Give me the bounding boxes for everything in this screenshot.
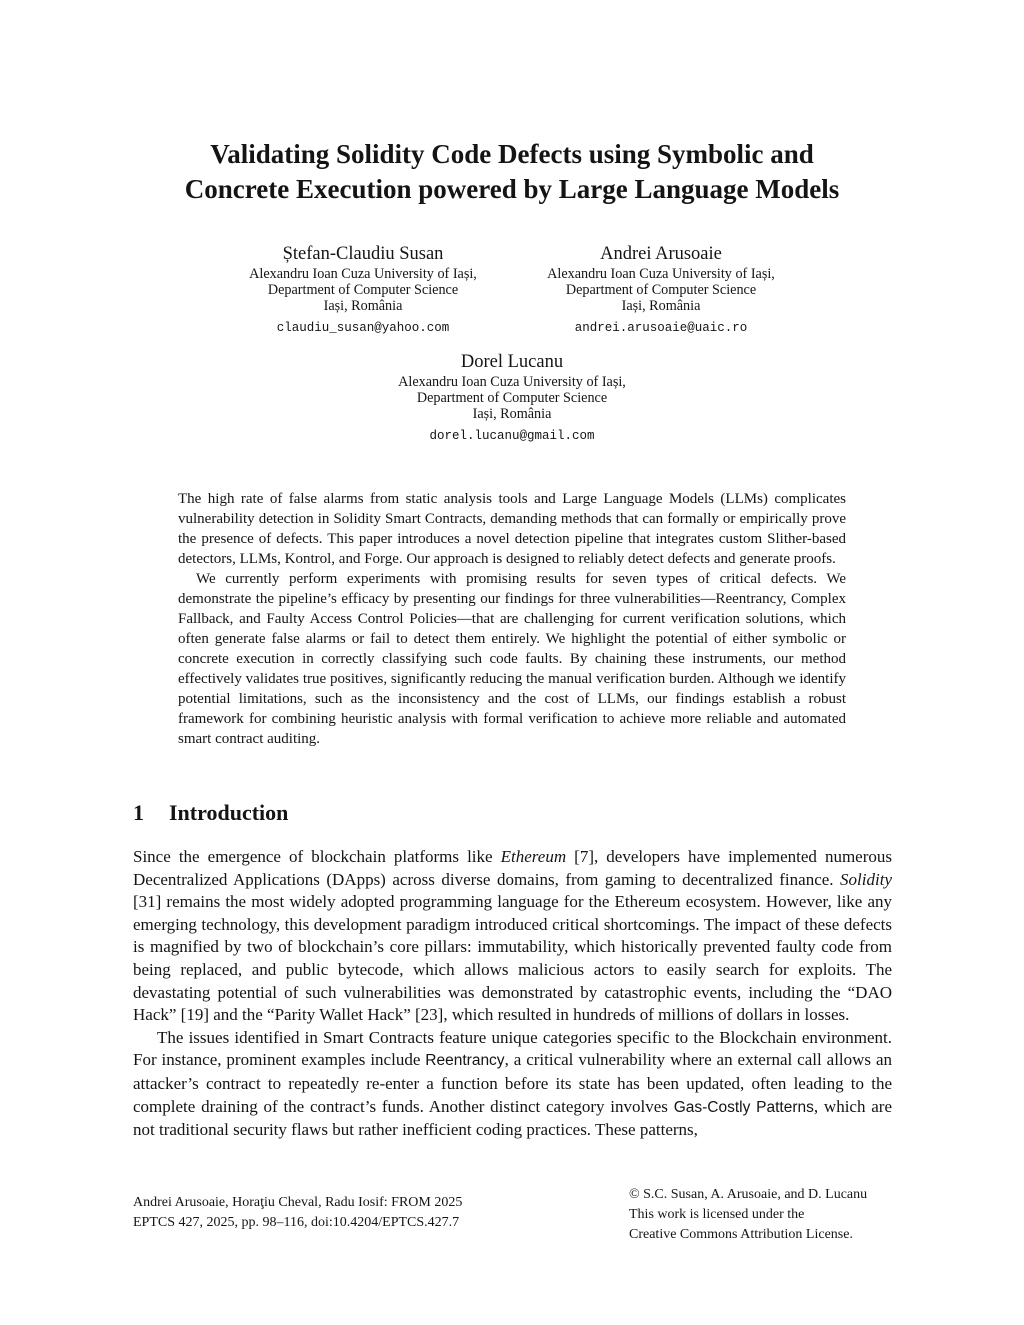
gas-costly-patterns-term: Gas-Costly Patterns <box>673 1098 814 1116</box>
intro-paragraph-2 <box>133 1027 892 1142</box>
author-affiliation-department: Department of Computer Science <box>267 282 459 298</box>
section-heading-introduction <box>133 799 533 827</box>
author-affiliation-department: Department of Computer Science <box>565 282 757 298</box>
footer-doi: EPTCS 427, 2025, pp. 98–116, doi:10.4204/EPTCS.427.7 <box>133 1215 460 1230</box>
intro-text: Since the emergence of blockchain platforms like <box>133 847 501 866</box>
author-affiliation-location: Iași, România <box>323 298 403 314</box>
introduction-body <box>133 846 892 1142</box>
author-email: claudiu_susan@yahoo.com <box>276 321 450 335</box>
solidity-term: Solidity <box>840 869 892 889</box>
author-affiliation-university: Alexandru Ioan Cuza University of Iași, <box>249 266 477 282</box>
author-email: andrei.arusoaie@uaic.ro <box>574 321 748 335</box>
author-name: Ștefan-Claudiu Susan <box>282 244 444 264</box>
abstract <box>178 489 846 749</box>
author-block-susan <box>213 242 513 336</box>
license-name: Creative Commons Attribution License. <box>629 1227 853 1242</box>
author-affiliation-location: Iași, România <box>621 298 701 314</box>
title-line-2: Concrete Execution powered by Large Language Models <box>184 174 840 204</box>
reentrancy-term: Reentrancy <box>425 1052 505 1070</box>
intro-text: , which are not traditional security flaws but rather inefficient coding practices. These patterns, <box>133 1096 892 1140</box>
intro-text: , a critical vulnerability where an external call allows an attacker’s contract to repeatedly re-enter a function before its state has been updated, often leading to the complete draining of the contract’s funds. Another distinct category involves <box>133 1050 892 1116</box>
intro-paragraph-1 <box>133 846 892 1027</box>
copyright-notice: © S.C. Susan, A. Arusoaie, and D. Lucanu <box>629 1187 868 1202</box>
abstract-paragraph-1: The high rate of false alarms from static analysis tools and Large Language Models (LLMs) complicates vulnerability detection in Solidity Smart Contracts, demanding methods that can formally or empirically prove the presence of defects. This paper introduces a novel detection pipeline that integrates custom Slither-based detectors, LLMs, Kontrol, and Forge. Our approach is designed to reliably detect defects and generate proofs. <box>178 491 846 567</box>
author-affiliation-location: Iași, România <box>472 406 552 422</box>
footer-event: Andrei Arusoaie, Horaţiu Cheval, Radu Iosif: FROM 2025 <box>133 1195 463 1210</box>
author-block-arusoaie <box>511 242 811 336</box>
footer-license <box>629 1185 909 1245</box>
intro-text: [7], developers have implemented numerous Decentralized Applications (DApps) across diverse domains, from gaming to decentralized finance. <box>133 847 892 889</box>
author-block-lucanu <box>362 350 662 444</box>
paper-title <box>110 137 914 207</box>
intro-text: The issues identified in Smart Contracts feature unique categories specific to the Blockchain environment. For instance, prominent examples include <box>133 1027 892 1070</box>
footer-citation <box>133 1193 593 1233</box>
author-affiliation-university: Alexandru Ioan Cuza University of Iași, <box>398 374 626 390</box>
title-line-1: Validating Solidity Code Defects using Symbolic and <box>210 139 814 169</box>
author-affiliation-department: Department of Computer Science <box>416 390 608 406</box>
ethereum-term: Ethereum <box>500 847 567 866</box>
license-line: This work is licensed under the <box>629 1207 805 1222</box>
section-title: Introduction <box>169 800 289 825</box>
author-name: Dorel Lucanu <box>460 352 564 372</box>
abstract-paragraph-2: We currently perform experiments with promising results for seven types of critical defects. We demonstrate the pipeline’s efficacy by presenting our findings for three vulnerabilities—Reentrancy, Complex Fallback, and Faulty Access Control Policies—that are challenging for current verification solutions, which often generate false alarms or fail to detect them entirely. We highlight the potential of either symbolic or concrete execution in correctly classifying such code faults. By chaining these instruments, our method effectively validates true positives, significantly reducing the manual verification burden. Although we identify potential limitations, such as the inconsistency and the cost of LLMs, our findings establish a robust framework for combining heuristic analysis with formal verification to achieve more reliable and automated smart contract auditing. <box>178 571 846 747</box>
intro-text: [31] remains the most widely adopted programming language for the Ethereum ecosystem. However, like any emerging technology, this development paradigm introduced critical shortcomings. The impact of these defects is magnified by two of blockchain’s core pillars: immutability, which historically prevented faulty code from being replaced, and public bytecode, which allows malicious actors to easily search for exploits. The devastating potential of such vulnerabilities was demonstrated by catastrophic events, including the “DAO Hack” [19] and the “Parity Wallet Hack” [23], which resulted in hundreds of millions of dollars in losses. <box>133 892 892 1025</box>
section-number: 1 <box>133 800 144 825</box>
author-email: dorel.lucanu@gmail.com <box>429 429 595 443</box>
author-affiliation-university: Alexandru Ioan Cuza University of Iași, <box>547 266 775 282</box>
author-name: Andrei Arusoaie <box>600 244 722 264</box>
